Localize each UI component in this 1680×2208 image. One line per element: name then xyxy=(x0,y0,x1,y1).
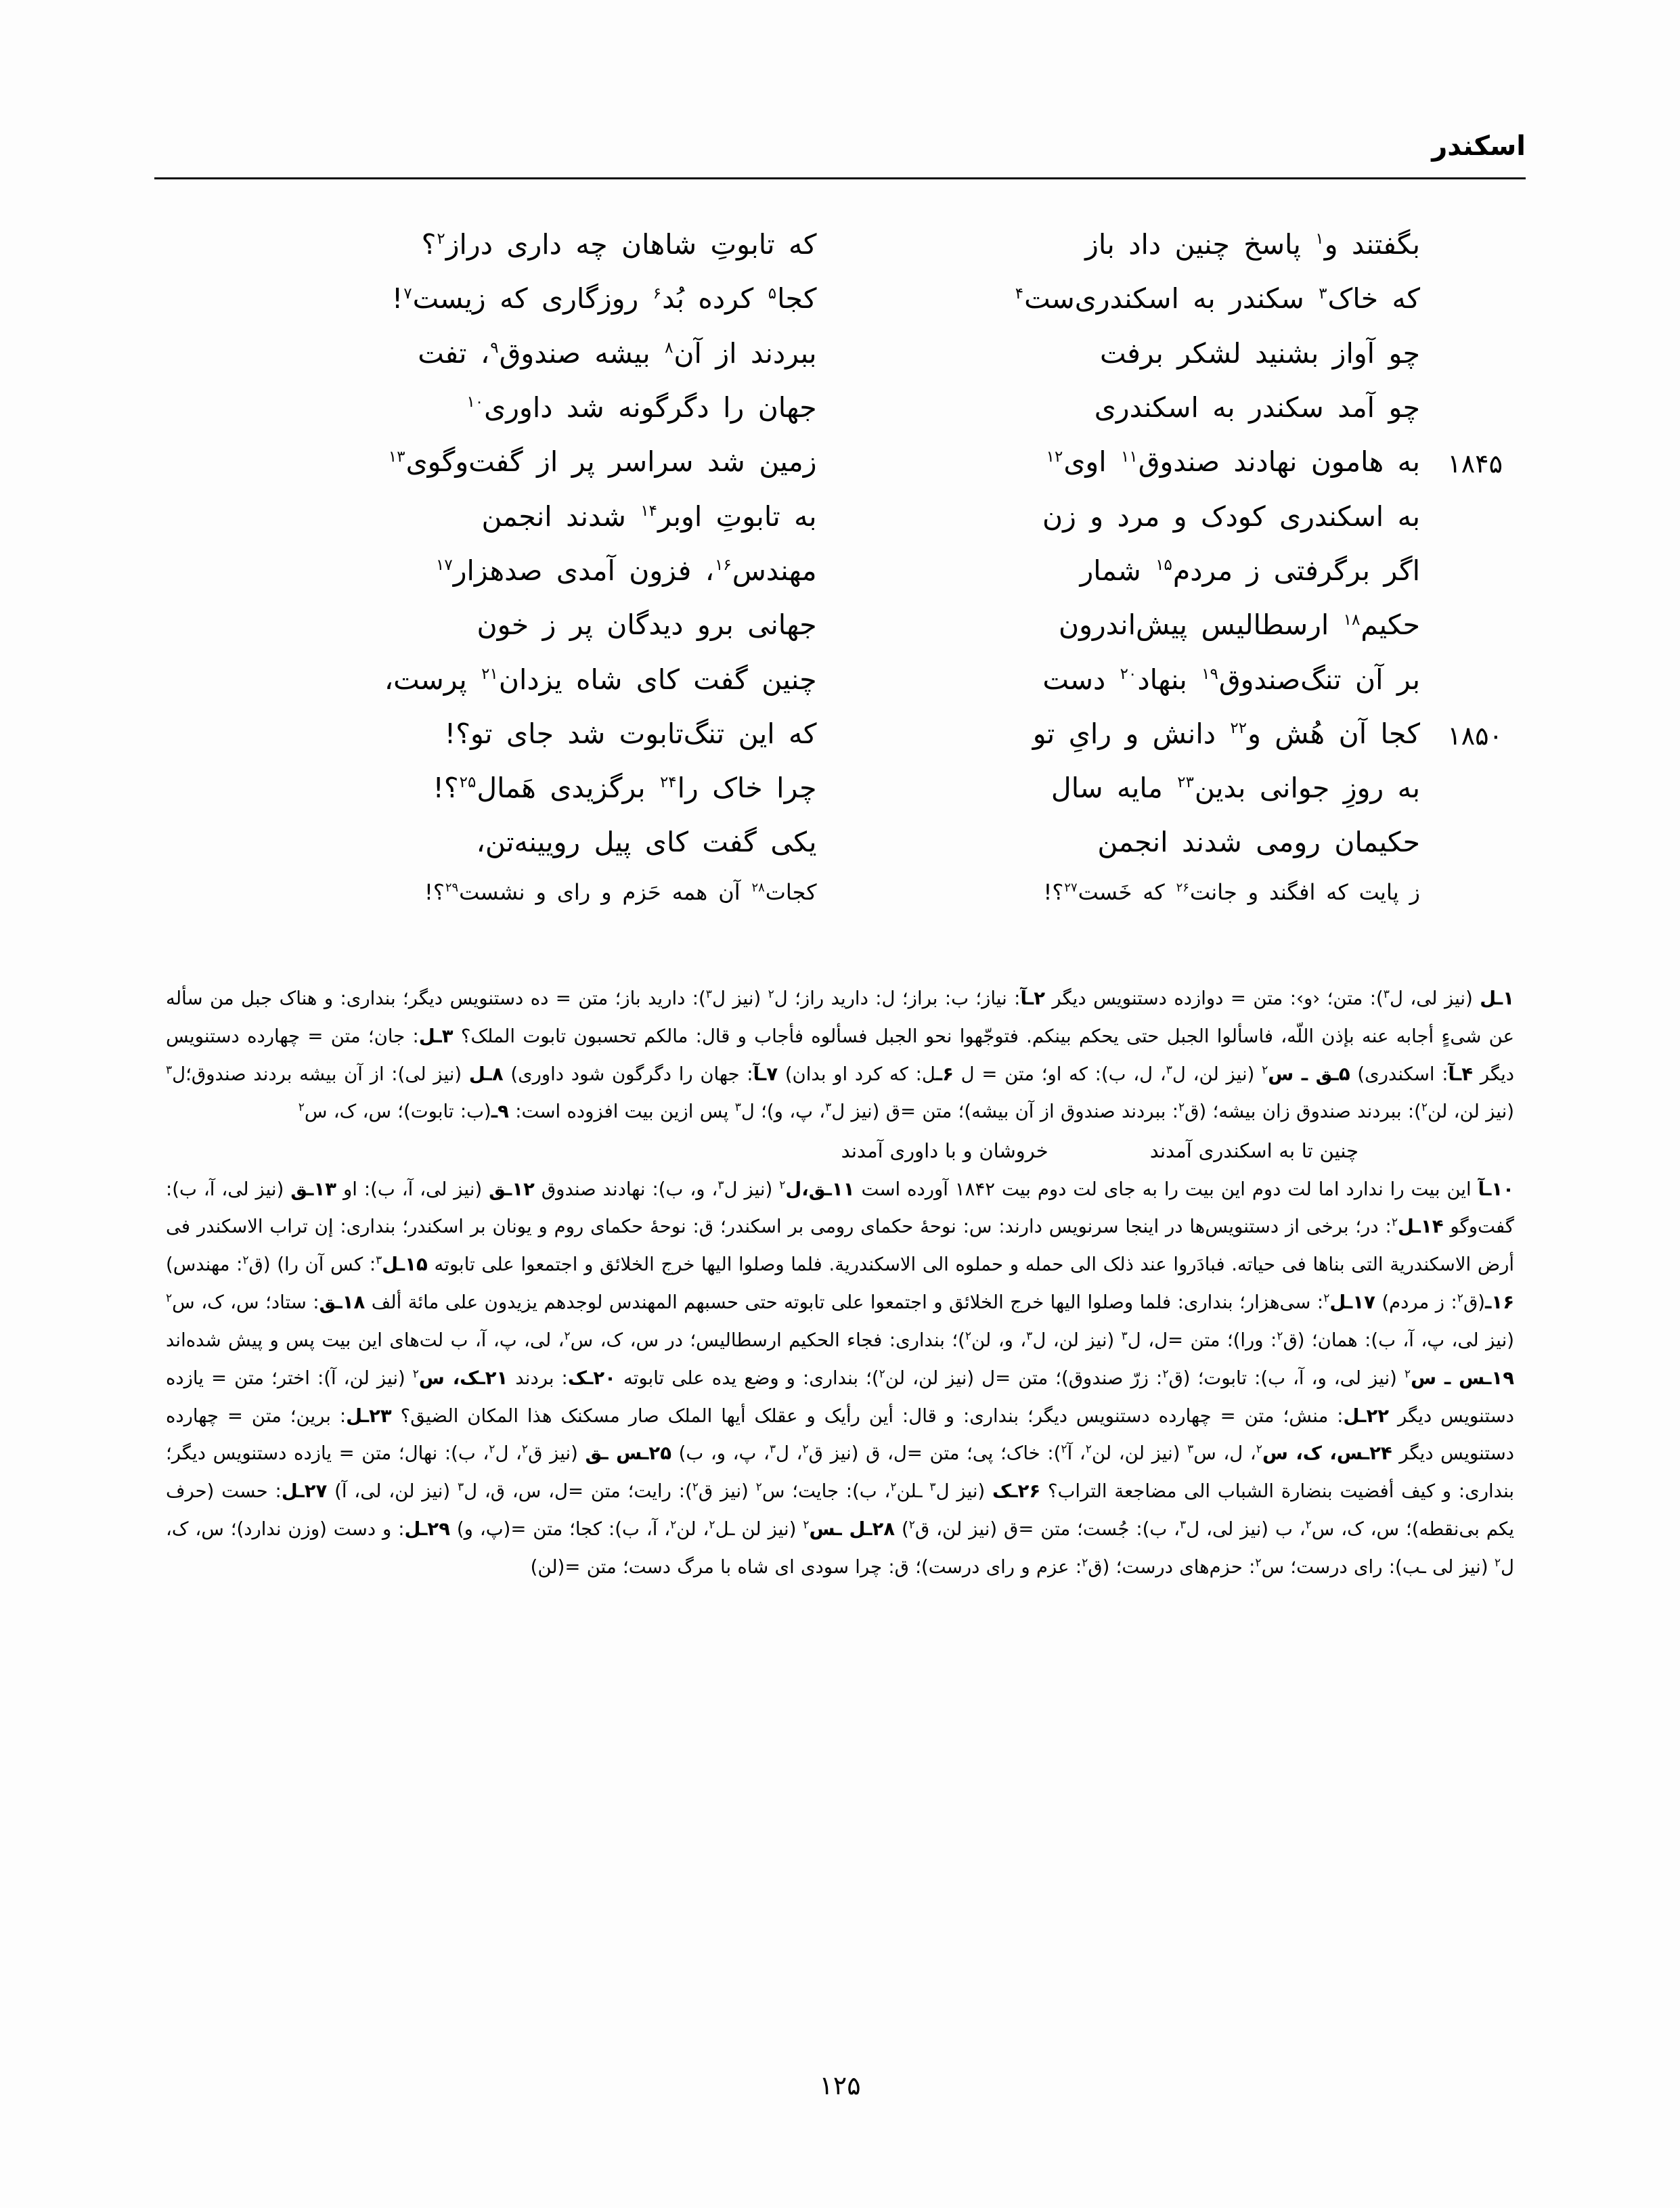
verse-couplet xyxy=(257,821,1423,863)
critical-apparatus xyxy=(166,980,1514,1587)
running-head-rule xyxy=(154,177,1526,179)
hemistich-second: جهان را دگرگونه شد داوری$^{۱۰}$ xyxy=(466,391,817,424)
apparatus-paragraph: ۱ـل (نیز لی، ل$^۳$): متن؛ ‹و›: متن = دوازده دستنویس دیگر ۲ـآ: نیاز؛ ب: براز؛ ل: دارید راز؛ ل$^۲$ (نیز ل$^۳$): دارید باز؛ متن = ده دستنویس دیگر؛ بنداری: و هناک جبل من سأله عن شیءٍ أجابه عنه بإذن اللّه، فاسألوا الجبل حتی یحکم بینکم. فتوجّهوا نحو الجبل فسألوه فأجاب و قال: مالکم تحسبون تابوت الملک؟ ۳ـل: جان؛ متن = چهارده دستنویس دیگر ۴ـآ: اسکندری) ۵ـق ـ س$^۲$ (نیز لن، ل$^۳$، ل، ب): که او؛ متن = ل ۶ـل: که کرد او بدان) ۷ـآ: جهان را دگرگون شود داوری) ۸ـل (نیز لی): از آن بیشه بردند صندوق؛ل$^۳$ (نیز لن، لن$^۲$): ببردند صندوق زان بیشه؛ (ق$^۲$: ببردند صندوق از آن بیشه)؛ متن =ق (نیز ل$^۳$، پ، و)؛ ل$^۳$ پس ازین بیت افزوده است: ۹ـ(ب: تابوت)؛ س، ک، س$^۲$ xyxy=(166,987,1515,1123)
hemistich-first: حکیمان رومی شدند انجمن xyxy=(1097,826,1420,859)
hemistich-first: بگفتند و$^۱$ پاسخ چنین داد باز xyxy=(1085,228,1420,261)
hemistich-second: چنین گفت کای شاه یزدان$^{۲۱}$ پرست، xyxy=(384,663,817,696)
hemistich-second: که این تنگ‌تابوت شد جای تو؟! xyxy=(444,717,817,750)
verse-couplet xyxy=(257,550,1423,592)
verse-couplet xyxy=(257,495,1423,537)
verse-line-number: ۱۸۴۵ xyxy=(1447,449,1503,479)
folio-number: ۱۲۵ xyxy=(819,2071,861,2100)
apparatus-quoted-couplet xyxy=(166,1131,1358,1170)
verse-couplet xyxy=(257,604,1423,646)
hemistich-first: که خاک$^۳$ سکندر به اسکندری‌ست$^۴$ xyxy=(1015,282,1420,315)
verse-block xyxy=(257,223,1503,921)
verse-couplet xyxy=(257,387,1423,428)
hemistich-first: اگر برگرفتی ز مردم$^{۱۵}$ شمار xyxy=(1080,554,1420,587)
verse-couplet xyxy=(257,441,1503,483)
hemistich-first: چو آواز بشنید لشکر برفت xyxy=(1099,336,1420,370)
apparatus-paragraph: ۱۰ـآ این بیت را ندارد اما لت دوم این بیت را به جای لت دوم بیت ۱۸۴۲ آورده است ۱۱ـق،ل$^۲$ (نیز ل$^۳$، و، ب): نهادند صندوق ۱۲ـق (نیز لی، آ، ب): او ۱۳ـق (نیز لی، آ، ب): گفت‌وگو ۱۴ـل$^۲$: در؛ برخی از دستنویس‌ها در اینجا سرنویس دارند: س: نوحهٔ حکمای رومی بر اسکندر؛ ق: نوحهٔ حکمای روم و یونان بر اسکندر؛ بنداری: إن تراب الاسکندر فی أرض الاسکندریة التی بناها فی حیاته. فبادَروا عند ذلک الی حمله و حملوه الی الاسکندریة. فلما وصلوا الیها خرج الخلائق و اجتمعوا علی تابوته ۱۵ـل$^۳$: کس آن را) (ق$^۲$: مهندس) ۱۶ـ(ق$^۲$: ز مردم) ۱۷ـل$^۲$: سی‌هزار؛ بنداری: فلما وصلوا الیها خرج الخلائق و اجتمعوا علی تابوته حتی حسبهم المهندس لوجدهم یزیدون علی مائة ألف ۱۸ـق: ستاد؛ س، ک، س$^۲$ (نیز لی، پ، آ، ب): همان؛ (ق$^۲$: ورا)؛ متن =ل، ل$^۳$ (نیز لن، ل$^۳$، و، لن$^۲$)؛ بنداری: فجاء الحکیم ارسطالیس؛ در س، ک، س$^۲$، لی، پ، آ، ب لت‌های این بیت پس و پیش شده‌اند ۱۹ـس ـ س$^۲$ (نیز لی، و، آ، ب): تابوت؛ (ق$^۲$: زرّ صندوق)؛ متن =ل (نیز لن، لن$^۲$)؛ بنداری: و وضع یده علی تابوته ۲۰ـک: بردند ۲۱ـک، س$^۲$ (نیز لن، آ): اختر؛ متن = یازده دستنویس دیگر ۲۲ـل: منش؛ متن = چهارده دستنویس دیگر؛ بنداری: و قال: أین رأیک و عقلک أیها الملک صار مسکنک هذا المکان الضیق؟ ۲۳ـل: برین؛ متن = چهارده دستنویس دیگر ۲۴ـس، ک، س$^۲$، ل، س$^۳$ (نیز لن، لن$^۲$، آ$^۲$): خاک؛ پی؛ متن =ل، ق (نیز ق$^۲$، ل$^۳$، پ، و، ب) ۲۵ـس ـق (نیز ق$^۲$، ل$^۲$، ب): نهال؛ متن = یازده دستنویس دیگر؛ بنداری: و کیف أفضیت بنضارة الشباب الی مضاجعة التراب؟ ۲۶ـک (نیز ل$^۳$ ـلن$^۲$، ب): جایت؛ س$^۲$ (نیز ق$^۲$): رایت؛ متن =ل، س، ق، ل$^۳$ (نیز لن، لی، آ) ۲۷ـل: حست (حرف یکم بی‌نقطه)؛ س، ک، س$^۲$، ب (نیز لی، ل$^۳$، ب): جُست؛ متن =ق (نیز لن، ق$^۲$) ۲۸ـل ـس$^۲$ (نیز لن ـل$^۲$، لن$^۲$، آ، ب): کجا؛ متن =(پ، و) ۲۹ـل: و دست (وزن ندارد)؛ س، ک، ل$^۲$ (نیز لی ـب): رای درست؛ س$^۲$: حزم‌های درست؛ (ق$^۲$: عزم و رای درست)؛ ق: چرا سودی ای شاه با مرگ دست؛ متن =(لن) xyxy=(166,1178,1515,1578)
hemistich-second: به تابوتِ اوبر$^{۱۴}$ شدند انجمن xyxy=(481,500,817,533)
verse-couplet xyxy=(257,223,1423,265)
verse-couplet xyxy=(257,278,1423,319)
hemistich-first: بر آن تنگ‌صندوق$^{۱۹}$ بنهاد$^{۲۰}$ دست xyxy=(1042,663,1420,696)
hemistich-first: ز پایت که افگند و جانت$^{۲۶}$ که خَست$^{۲۷}$؟! xyxy=(1043,879,1420,905)
quoted-hemistich-first: چنین تا به اسکندری آمدند xyxy=(1149,1139,1358,1163)
hemistich-second: زمین شد سراسر پر از گفت‌وگوی$^{۱۳}$ xyxy=(388,445,817,479)
hemistich-second: مهندس$^{۱۶}$، فزون آمدی صدهزار$^{۱۷}$ xyxy=(436,554,817,587)
verse-line-number: ۱۸۵۰ xyxy=(1447,720,1503,751)
hemistich-second: ببردند از آن$^۸$ بیشه صندوق$^۹$، تفت xyxy=(418,336,817,370)
quoted-hemistich-second: خروشان و با داوری آمدند xyxy=(841,1139,1048,1163)
hemistich-first: کجا آن هُش و$^{۲۲}$ دانش و رایِ تو xyxy=(1032,717,1420,750)
verse-couplet xyxy=(257,659,1423,701)
hemistich-first: به هامون نهادند صندوق$^{۱۱}$ اوی$^{۱۲}$ xyxy=(1046,445,1420,479)
hemistich-second: جهانی برو دیدگان پر ز خون xyxy=(477,609,817,642)
hemistich-first: حکیم$^{۱۸}$ ارسطالیس پیش‌اندرون xyxy=(1058,609,1420,642)
hemistich-first: به روزِ جوانی بدین$^{۲۳}$ مایه سال xyxy=(1051,772,1420,805)
running-head xyxy=(154,133,1526,185)
verse-couplet xyxy=(257,713,1503,755)
hemistich-second: کجات$^{۲۸}$ آن همه حَزم و رای و نشست$^{۲۹}$؟! xyxy=(424,879,817,905)
hemistich-first: به اسکندری کودک و مرد و زن xyxy=(1042,500,1420,533)
verse-couplet xyxy=(257,767,1423,809)
hemistich-first: چو آمد سکندر به اسکندری xyxy=(1094,391,1420,424)
hemistich-second: چرا خاک را$^{۲۴}$ برگزیدی هَمال$^{۲۵}$؟! xyxy=(433,772,817,805)
hemistich-second: که تابوتِ شاهان چه داری دراز$^۲$؟ xyxy=(421,228,817,261)
verse-couplet xyxy=(257,876,1423,908)
running-head-title: اسکندر xyxy=(1432,131,1526,162)
hemistich-second: کجا$^۵$ کرده بُد$^۶$ روزگاری که زیست$^۷$! xyxy=(391,282,817,315)
verse-couplet xyxy=(257,332,1423,374)
hemistich-second: یکی گفت کای پیل رویینه‌تن، xyxy=(476,826,817,859)
